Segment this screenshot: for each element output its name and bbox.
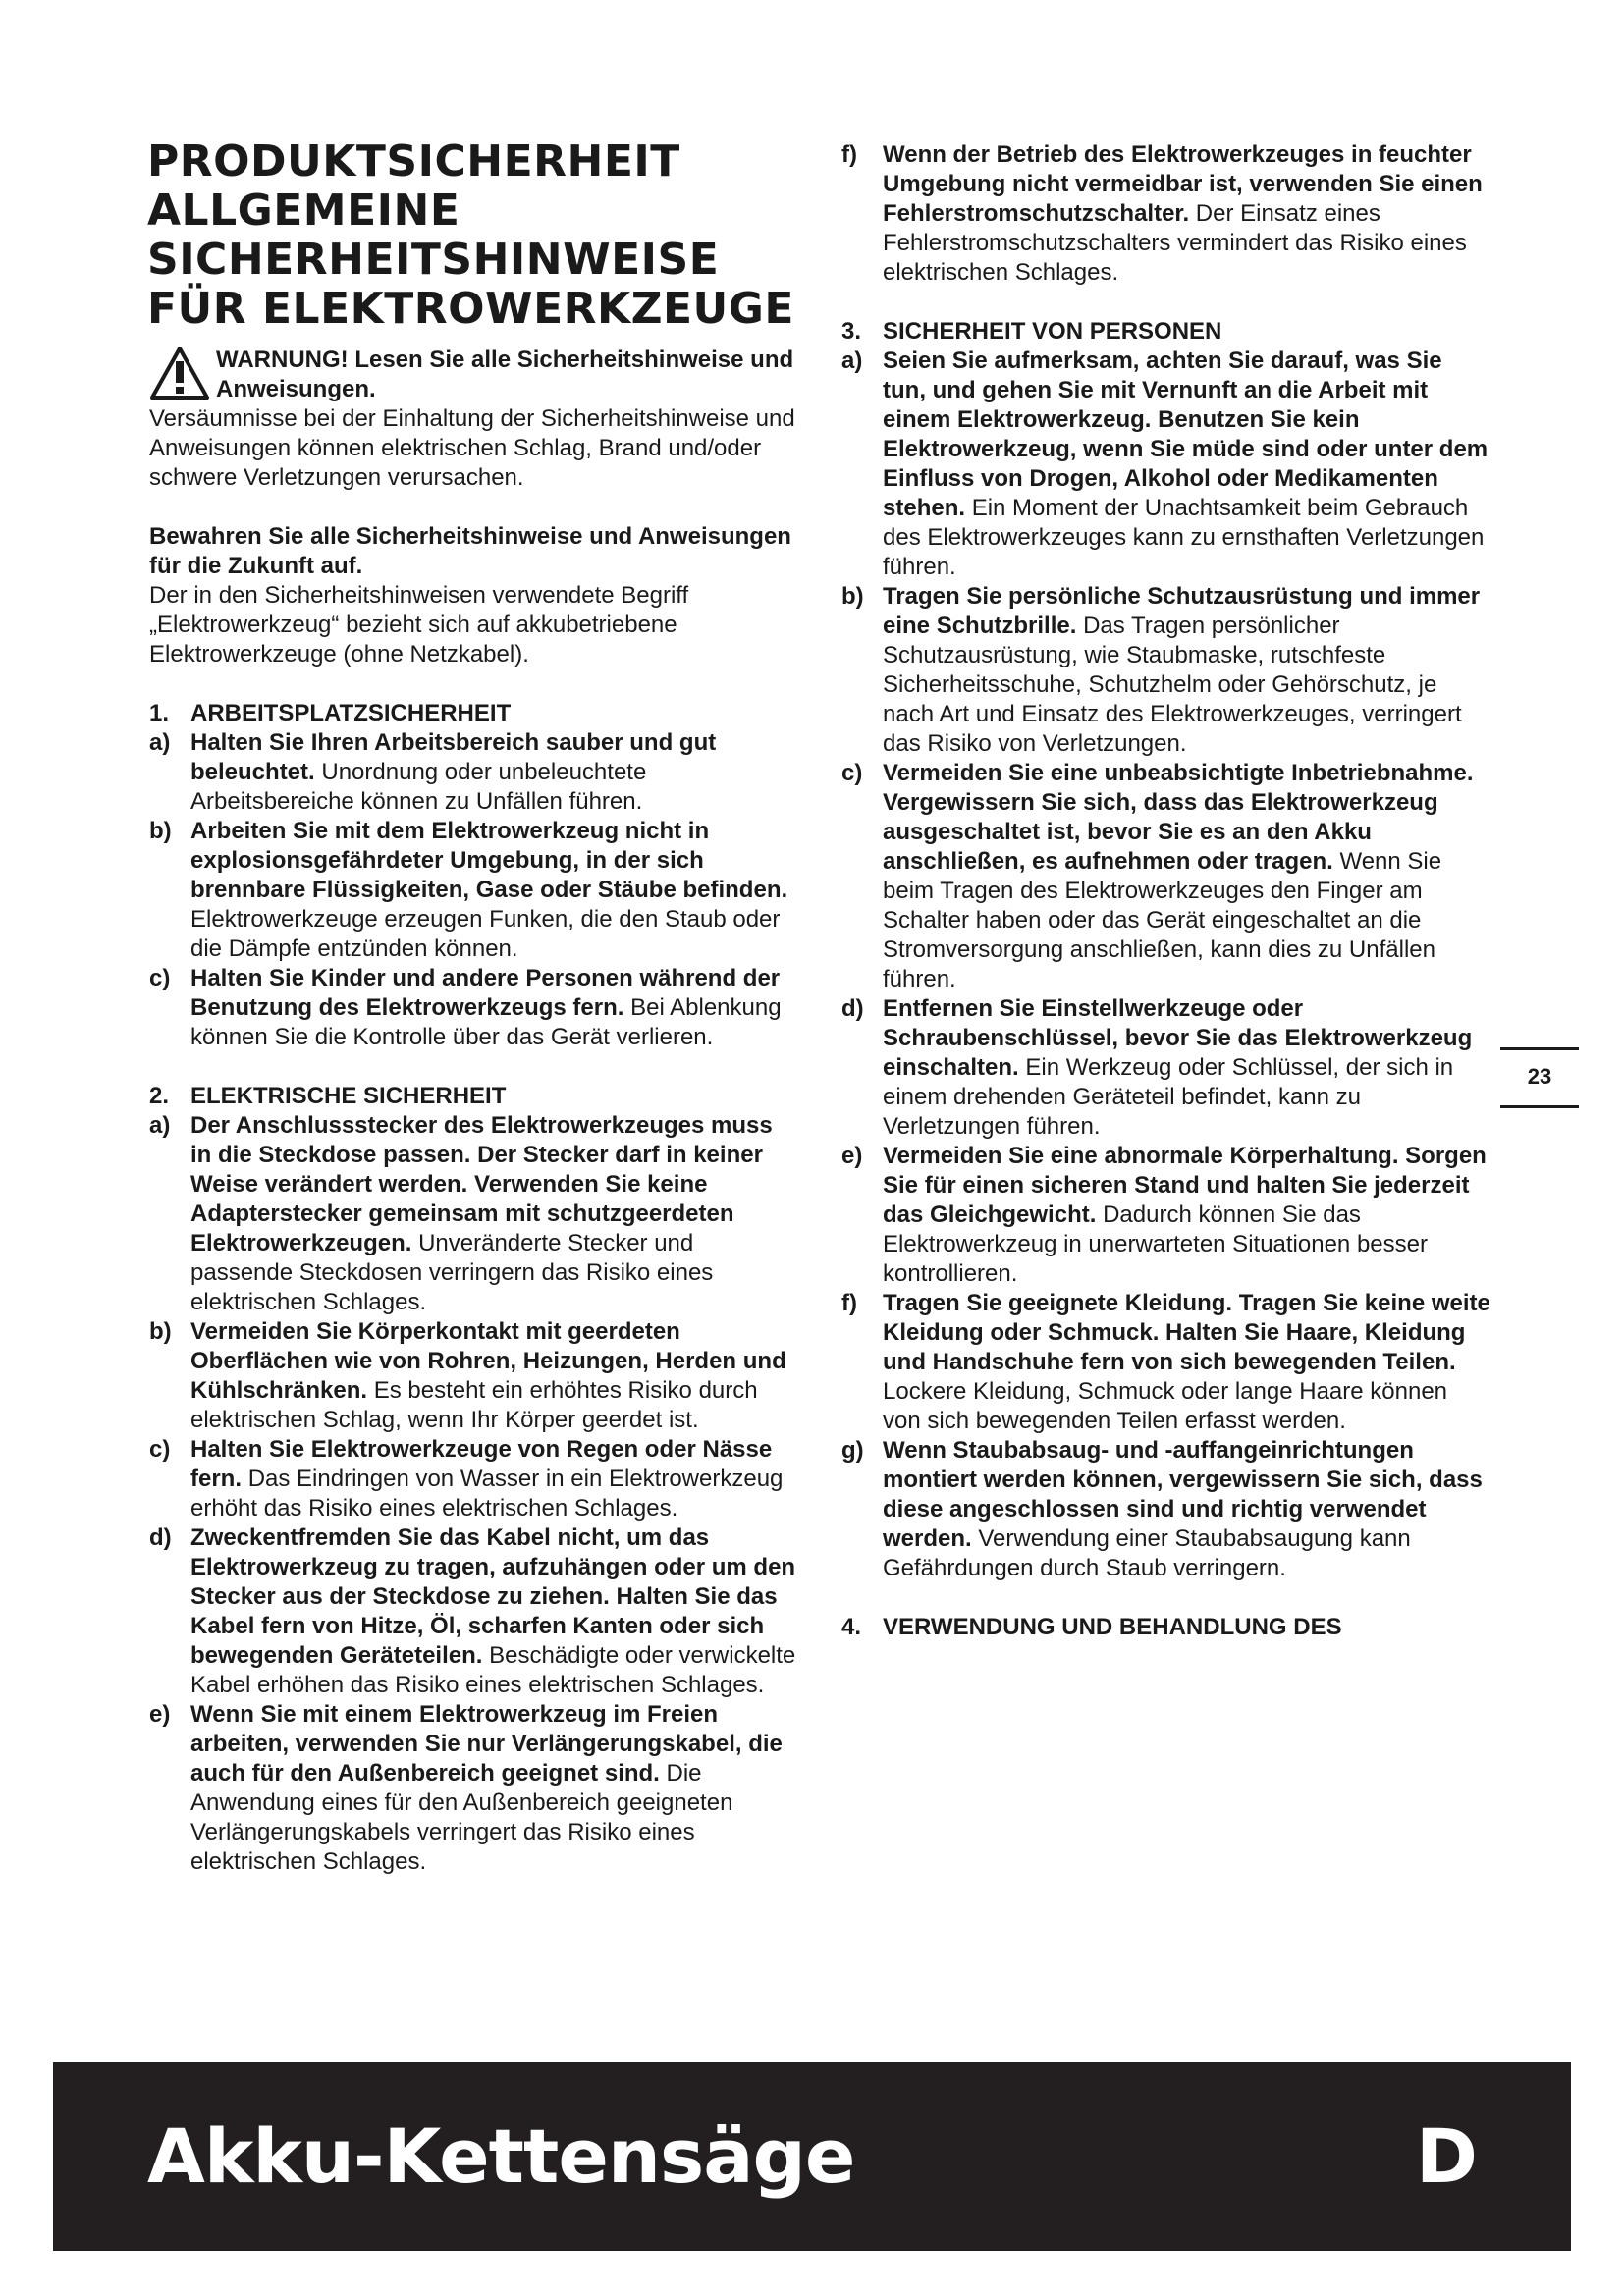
section-2-item-f: f) Wenn der Betrieb des Elektrowerkzeuges in feuchter Umgebung nicht vermeidbar ist, verwenden Sie einen Fehlerstromschutzschalter. Der Einsatz eines Fehlerstromschutzschalters vermindert das Risiko eines elektrischen Schlages. xyxy=(841,141,1483,286)
section-2-item-b: b) Vermeiden Sie Körperkontakt mit geerdeten Oberflächen wie von Rohren, Heizungen, Herden und Kühlschränken. Es besteht ein erhöhtes Risiko durch elektrischen Schlag, wenn Ihr Körper geerdet ist. xyxy=(149,1318,786,1433)
section-3-item-a: a) Seien Sie aufmerksam, achten Sie darauf, was Sie tun, und gehen Sie mit Vernunft an die Arbeit mit einem Elektrowerkzeug. Benutzen Sie kein Elektrowerkzeug, wenn Sie müde sind oder unter dem Einfluss von Drogen, Alkohol oder Medikamenten stehen. Ein Moment der Unachtsamkeit beim Gebrauch des Elektrowerkzeuges kann zu ernsthaften Verletzungen führen. xyxy=(841,347,1489,580)
keep-instructions-heading: Bewahren Sie alle Sicherheitshinweise und Anweisungen für die Zukunft auf. xyxy=(149,523,791,579)
section-3-number: 3. xyxy=(841,318,862,345)
left-column xyxy=(149,346,797,1877)
section-2-item-d: d) Zweckentfremden Sie das Kabel nicht, um das Elektrowerkzeug zu tragen, aufzuhängen oder um den Stecker aus der Steckdose zu ziehen. Halten Sie das Kabel fern von Hitze, Öl, scharfen Kanten oder sich bewegenden Geräteteilen. Beschädigte oder verwickelte Kabel erhöhen das Risiko eines elektrischen Schlages. xyxy=(149,1524,796,1698)
section-2-heading xyxy=(149,1082,797,1111)
section-3-item-b: b) Tragen Sie persönliche Schutzausrüstung und immer eine Schutzbrille. Das Tragen persönlicher Schutzausrüstung, wie Staubmaske, rutschfeste Sicherheitsschuhe, Schutzhelm oder Gehörschutz, je nach Art und Einsatz des Elektrowerkzeuges, verringert das Risiko von Verletzungen. xyxy=(841,583,1481,757)
page-title: PRODUKTSICHERHEIT ALLGEMEINE SICHERHEITSHINWEISE FÜR ELEKTROWERKZEUGE xyxy=(147,136,794,334)
footer-bar xyxy=(53,2062,1571,2251)
section-1-number: 1. xyxy=(149,700,170,726)
section-3-item-g: g) Wenn Staubabsaug- und -auffangeinrichtungen montiert werden können, vergewissern Sie sich, dass diese angeschlossen sind und richtig verwendet werden. Verwendung einer Staubabsaugung kann Gefährdungen durch Staub verringern. xyxy=(841,1437,1483,1581)
section-3-heading xyxy=(841,317,1491,347)
section-4-number: 4. xyxy=(841,1614,862,1640)
section-2-item-a: a) Der Anschlussstecker des Elektrowerkzeuges muss in die Steckdose passen. Der Stecker darf in keiner Weise verändert werden. Verwenden Sie keine Adapterstecker gemeinsam mit schutzgeerdeten Elektrowerkzeugen. Unveränderte Stecker und passende Steckdosen verringern das Risiko eines elektrischen Schlages. xyxy=(149,1112,773,1315)
section-1-title: ARBEITSPLATZSICHERHEIT xyxy=(190,700,512,726)
section-1-heading xyxy=(149,699,797,728)
section-1-item-c: c) Halten Sie Kinder und andere Personen während der Benutzung des Elektrowerkzeugs fern. Bei Ablenkung können Sie die Kontrolle über das Gerät verlieren. xyxy=(149,965,782,1050)
section-2-item-e: e) Wenn Sie mit einem Elektrowerkzeug im Freien arbeiten, verwenden Sie nur Verlängerungskabel, die auch für den Außenbereich geeignet sind. Die Anwendung eines für den Außenbereich geeigneten Verlängerungskabels verringert das Risiko eines elektrischen Schlages. xyxy=(149,1701,783,1875)
section-4-heading xyxy=(841,1613,1491,1642)
section-2-item-c: c) Halten Sie Elektrowerkzeuge von Regen oder Nässe fern. Das Eindringen von Wasser in ein Elektrowerkzeug erhöht das Risiko eines elektrischen Schlages. xyxy=(149,1436,784,1522)
section-3-title: SICHERHEIT VON PERSONEN xyxy=(883,318,1222,345)
warning-text: Versäumnisse bei der Einhaltung der Sicherheitshinweise und Anweisungen können elektrischen Schlag, Brand und/oder schwere Verletzungen verursachen. xyxy=(149,405,795,491)
section-3-item-e: e) Vermeiden Sie eine abnormale Körperhaltung. Sorgen Sie für einen sicheren Stand und halten Sie jederzeit das Gleichgewicht. Dadurch können Sie das Elektrowerkzeug in unerwarteten Situationen besser kontrollieren. xyxy=(841,1143,1487,1287)
section-3-item-d: d) Entfernen Sie Einstellwerkzeuge oder Schraubenschlüssel, bevor Sie das Elektrowerkzeug einschalten. Ein Werkzeug oder Schlüssel, der sich in einem drehenden Geräteteil befindet, kann zu Verletzungen führen. xyxy=(841,995,1473,1140)
section-3-item-f: f) Tragen Sie geeignete Kleidung. Tragen Sie keine weite Kleidung oder Schmuck. Halten Sie Haare, Kleidung und Handschuhe fern von sich bewegenden Teilen. Lockere Kleidung, Schmuck oder lange Haare können von sich bewegenden Teilen erfasst werden. xyxy=(841,1290,1490,1434)
page-number-marker xyxy=(1500,1047,1579,1108)
warning-heading: WARNUNG! Lesen Sie alle Sicherheitshinweise und Anweisungen. xyxy=(216,347,794,402)
section-2-title: ELEKTRISCHE SICHERHEIT xyxy=(190,1083,507,1109)
warning-block xyxy=(149,346,797,404)
section-3-item-c: c) Vermeiden Sie eine unbeabsichtigte Inbetriebnahme. Vergewissern Sie sich, dass das Elektrowerkzeug ausgeschaltet ist, bevor Sie es an den Akku anschließen, es aufnehmen oder tragen. Wenn Sie beim Tragen des Elektrowerkzeuges den Finger am Schalter haben oder das Gerät eingeschaltet an die Stromversorgung anschließen, kann dies zu Unfällen führen. xyxy=(841,760,1474,992)
keep-instructions-text: Der in den Sicherheitshinweisen verwendete Begriff „Elektrowerkzeug“ bezieht sich auf akkubetriebene Elektrowerkzeuge (ohne Netzkabel). xyxy=(149,582,689,667)
footer-language-code: D xyxy=(1415,2112,1478,2200)
footer-product-title: Akku-Kettensäge xyxy=(147,2112,855,2200)
right-column xyxy=(841,140,1491,1642)
section-2-number: 2. xyxy=(149,1083,170,1109)
warning-triangle-icon xyxy=(149,346,210,400)
section-4-title: VERWENDUNG UND BEHANDLUNG DES xyxy=(883,1614,1342,1640)
section-1-item-a: a) Halten Sie Ihren Arbeitsbereich sauber und gut beleuchtet. Unordnung oder unbeleuchtete Arbeitsbereiche können zu Unfällen führen. xyxy=(149,729,717,815)
section-1-item-b: b) Arbeiten Sie mit dem Elektrowerkzeug nicht in explosionsgefährdeter Umgebung, in der sich brennbare Flüssigkeiten, Gase oder Stäube befinden. Elektrowerkzeuge erzeugen Funken, die den Staub oder die Dämpfe entzünden können. xyxy=(149,818,788,962)
page-number: 23 xyxy=(1527,1064,1552,1089)
